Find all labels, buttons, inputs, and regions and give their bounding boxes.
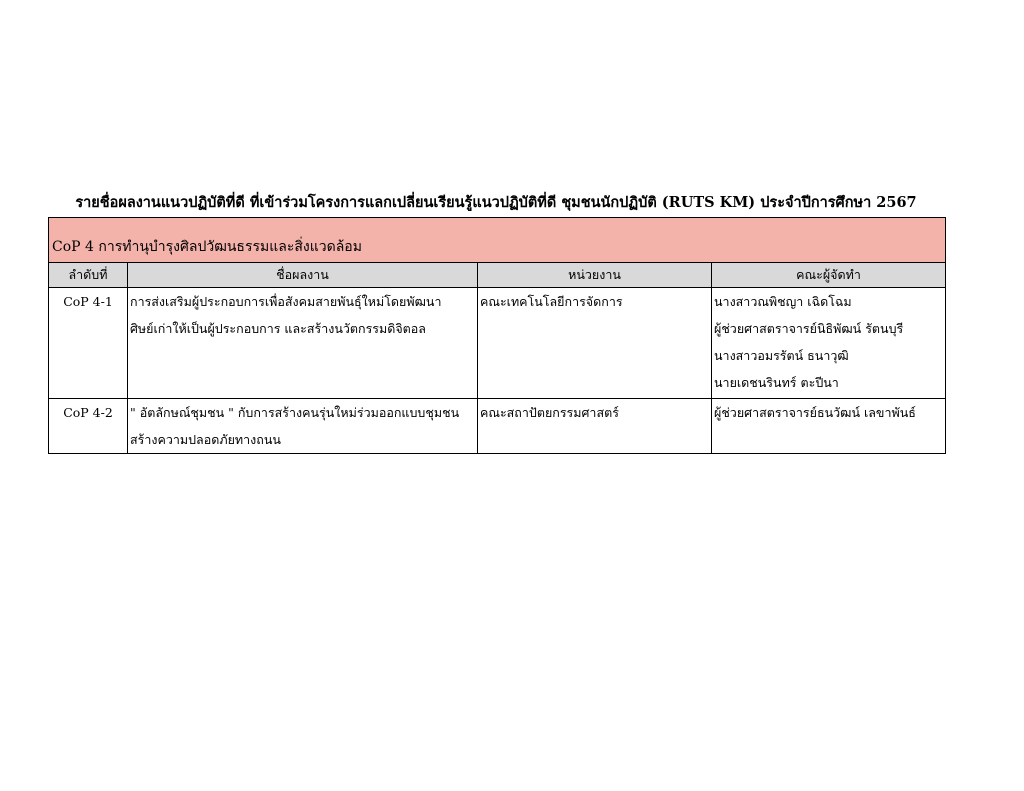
row-author: ผู้ช่วยศาสตราจารย์ธนวัฒน์ เลขาพันธ์ — [714, 405, 916, 420]
row-seq-cell — [49, 288, 128, 399]
row-author: นางสาวณพิชญา เฉิดโฉม — [714, 294, 852, 309]
row-unit: คณะสถาปัตยกรรมศาสตร์ — [480, 405, 619, 420]
column-header-authors: คณะผู้จัดทำ — [712, 263, 946, 288]
row-work-line: " อัตลักษณ์ชุมชน " กับการสร้างคนรุ่นใหม่ร่วมออกแบบชุมชน — [130, 405, 460, 420]
row-work-cell — [128, 399, 478, 454]
row-work-cell — [128, 288, 478, 399]
group-header-row — [49, 218, 946, 263]
row-author: ผู้ช่วยศาสตราจารย์นิธิพัฒน์ รัตนบุรี — [714, 321, 904, 336]
column-header-work: ชื่อผลงาน — [128, 263, 478, 288]
works-table — [48, 217, 946, 454]
row-unit-cell — [478, 288, 712, 399]
row-unit-cell — [478, 399, 712, 454]
row-authors-cell — [712, 399, 946, 454]
column-header-seq: ลำดับที่ — [49, 263, 128, 288]
table-row — [49, 288, 946, 399]
table-row — [49, 399, 946, 454]
row-author: นางสาวอมรรัตน์ ธนาวุฒิ — [714, 348, 849, 363]
column-header-row — [49, 263, 946, 288]
document-title: รายชื่อผลงานแนวปฏิบัติที่ดี ที่เข้าร่วมโครงการแลกเปลี่ยนเรียนรู้แนวปฏิบัติที่ดี ชุมชนนักปฏิบัติ (RUTS KM) ประจำปีการศึกษา 2567 — [75, 194, 917, 211]
row-seq-cell — [49, 399, 128, 454]
row-work-line: สร้างความปลอดภัยทางถนน — [130, 432, 281, 447]
row-authors-cell — [712, 288, 946, 399]
row-seq: CoP 4-2 — [63, 405, 113, 420]
row-work-line: ศิษย์เก่าให้เป็นผู้ประกอบการ และสร้างนวัตกรรมดิจิตอล — [130, 321, 426, 336]
row-seq: CoP 4-1 — [63, 294, 113, 309]
row-unit: คณะเทคโนโลยีการจัดการ — [480, 294, 623, 309]
row-author: นายเดชนรินทร์ ตะปีนา — [714, 375, 839, 390]
row-work-line: การส่งเสริมผู้ประกอบการเพื่อสังคมสายพันธุ์ใหม่โดยพัฒนา — [130, 294, 442, 309]
column-header-unit: หน่วยงาน — [478, 263, 712, 288]
group-title: CoP 4 การทำนุบำรุงศิลปวัฒนธรรมและสิ่งแวดล้อม — [49, 218, 946, 263]
